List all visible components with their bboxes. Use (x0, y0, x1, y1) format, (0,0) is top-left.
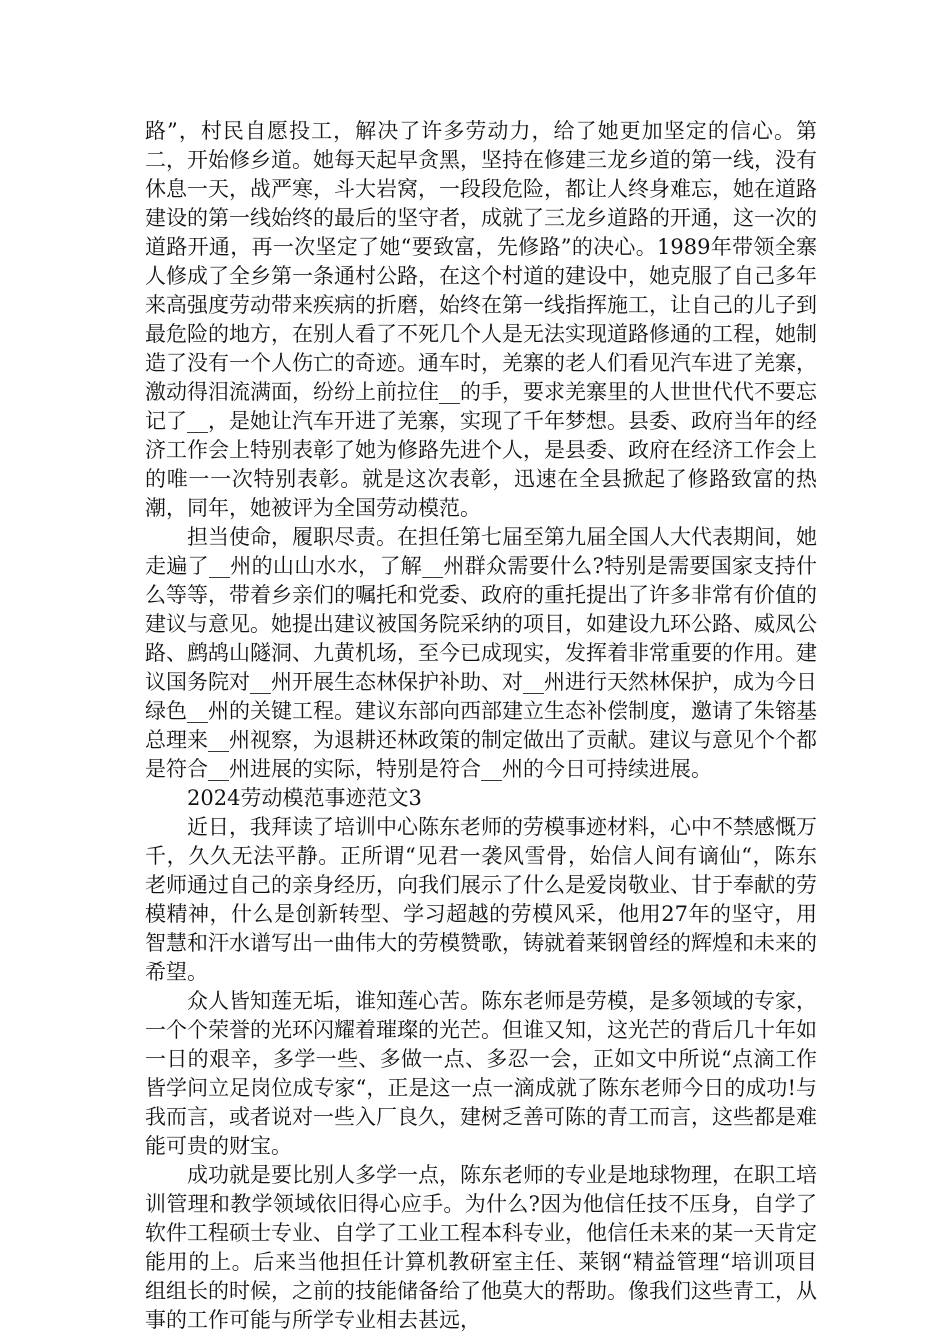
paragraph: 众人皆知莲无垢，谁知莲心苦。陈东老师是劳模，是多领域的专家，一个个荣誉的光环闪耀着璀璨的光芒。但谁又知，这光芒的背后几十年如一日的艰辛，多学一些、多做一点、多忍一会，正如文中所说“点滴工作皆学问立足岗位成专家“，正是这一点一滴成就了陈东老师今日的成功!与我而言，或者说对一些入厂良久，建树乏善可陈的青工而言，这些都是难能可贵的财宝。 (145, 989, 817, 1158)
paragraph: 成功就是要比别人多学一点，陈东老师的专业是地球物理，在职工培训管理和教学领域依旧得心应手。为什么?因为他信任技不压身，自学了软件工程硕士专业、自学了工业工程本科专业，他信任未来的某一天肯定能用的上。后来当他担任计算机教研室主任、莱钢“精益管理“培训项目组组长的时候，之前的技能储备给了他莫大的帮助。像我们这些青工，从事的工作可能与所学专业相去甚远， (145, 1163, 817, 1332)
paragraph-continuation: 路”，村民自愿投工，解决了许多劳动力，给了她更加坚定的信心。第二，开始修乡道。她每天起早贪黑，坚持在修建三龙乡道的第一线，没有休息一天，战严寒，斗大岩窝，一段段危险，都让人终身难忘，她在道路建设的第一线始终的最后的坚守者，成就了三龙乡道路的开通，这一次的道路开通，再一次坚定了她“要致富，先修路”的决心。1989年带领全寨人修成了全乡第一条通村公路，在这个村道的建设中，她克服了自己多年来高强度劳动带来疾病的折磨，始终在第一线指挥施工，让自己的儿子到最危险的地方，在别人看了不死几个人是无法实现道路修通的工程，她制造了没有一个人伤亡的奇迹。通车时，羌寨的老人们看见汽车进了羌寨，激动得泪流满面，纷纷上前拉住__的手，要求羌寨里的人世世代代不要忘记了__，是她让汽车开进了羌寨，实现了千年梦想。县委、政府当年的经济工作会上特别表彰了她为修路先进个人，是县委、政府在经济工作会上的唯一一次特别表彰。就是这次表彰，迅速在全县掀起了修路致富的热潮，同年，她被评为全国劳动模范。 (145, 119, 817, 520)
document-body (145, 117, 817, 1335)
paragraph: 担当使命，履职尽责。在担任第七届至第九届全国人大代表期间，她走遍了__州的山山水水，了解__州群众需要什么?特别是需要国家支持什么等等，带着乡亲们的嘱托和党委、政府的重托提出了许多非常有价值的建议与意见。她提出建议被国务院采纳的项目，如建设九环公路、威凤公路、鹧鸪山隧洞、九黄机场，至今已成现实，发挥着非常重要的作用。建议国务院对__州开展生态林保护补助、对__州进行天然林保护，成为今日绿色__州的关键工程。建议东部向西部建立生态补偿制度，邀请了朱镕基总理来__州视察，为退耕还林政策的制定做出了贡献。建议与意见个个都是符合__州进展的实际，特别是符合__州的今日可持续进展。 (145, 525, 817, 781)
section-heading: 2024劳动模范事迹范文3 (187, 786, 422, 810)
paragraph: 近日，我拜读了培训中心陈东老师的劳模事迹材料，心中不禁感慨万千，久久无法平静。正所谓“见君一袭风雪骨，始信人间有谪仙“，陈东老师通过自己的亲身经历，向我们展示了什么是爱岗敬业、甘于奉献的劳模精神，什么是创新转型、学习超越的劳模风采，他用27年的坚守，用智慧和汗水谱写出一曲伟大的劳模赞歌，铸就着莱钢曾经的辉煌和未来的希望。 (145, 815, 817, 984)
